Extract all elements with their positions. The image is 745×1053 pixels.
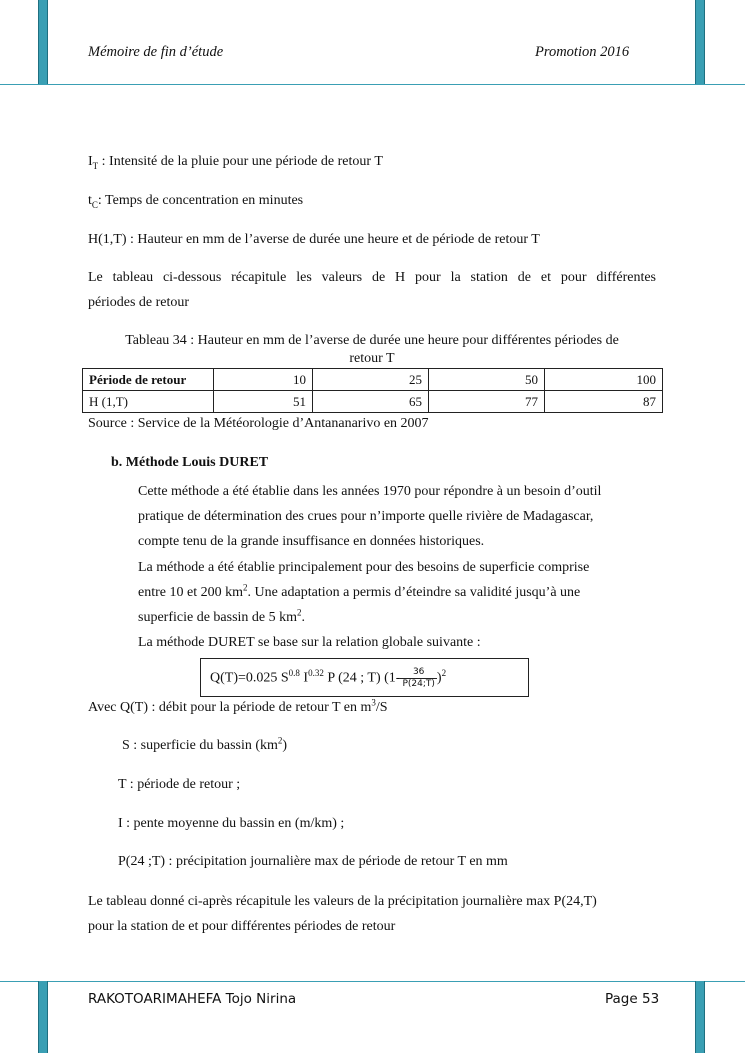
duret-formula-box xyxy=(200,658,529,697)
table-row xyxy=(83,391,663,413)
duret-paragraph-3: La méthode DURET se base sur la relation globale suivante : xyxy=(138,635,481,650)
footer-page-number: Page 53 xyxy=(605,991,660,1007)
footer-author: RAKOTOARIMAHEFA Tojo Nirina xyxy=(88,991,297,1007)
table-header-cell: Période de retour xyxy=(83,369,214,391)
intro-line-1: Le tableau ci-dessous récapitule les valeurs de H pour la station de et pour différentes xyxy=(88,270,656,285)
def-height: H(1,T) : Hauteur en mm de l’averse de durée une heure et de période de retour T xyxy=(88,232,540,247)
def-intensity: $I_T$ : Intensité de la pluie pour une période de retour T xyxy=(88,154,383,171)
footer-right-bar xyxy=(695,981,705,1053)
intro-line-2: périodes de retour xyxy=(88,295,190,310)
table-cell: 87 xyxy=(545,391,663,413)
duret-formula: Q(T)=0.025 $S^{0.8}$ $I^{0.32}$ P (24 ; T) (1- $\frac{36}{P(24;T)}$ )$^2$ xyxy=(210,667,447,689)
duret-paragraph-2: La méthode a été établie principalement pour des besoins de superficie comprise entre 10 et 200 $km^2$. Une adaptation a permis d’éteindre sa validité jusqu’à une superficie de bassin de 5 $km^2$. xyxy=(138,560,590,625)
table-row xyxy=(83,369,663,391)
legend-period: T : période de retour ; xyxy=(118,777,241,792)
header-title: Mémoire de fin d’étude xyxy=(88,44,224,60)
footer-rule xyxy=(0,981,745,982)
def-concentration: $t_C$: Temps de concentration en minutes xyxy=(88,193,304,210)
header-left-bar xyxy=(38,0,48,85)
legend-slope: I : pente moyenne du bassin en (m/km) ; xyxy=(118,816,345,831)
footer-left-bar xyxy=(38,981,48,1053)
duret-paragraph-1: Cette méthode a été établie dans les années 1970 pour répondre à un besoin d’outil pratique de détermination des crues pour n’importe quelle rivière de Madagascar, compte tenu de la grande insuffisance en données historiques. xyxy=(138,484,602,549)
table-cell: H (1,T) xyxy=(83,391,214,413)
closing-paragraph: Le tableau donné ci-après récapitule les valeurs de la précipitation journalière max P(24,T) pour la station de et pour différentes périodes de retour xyxy=(88,894,597,934)
section-heading: b. Méthode Louis DURET xyxy=(111,455,269,470)
formula-fraction: $\frac{36}{P(24;T)}$ xyxy=(402,667,435,689)
height-table xyxy=(82,368,663,413)
header-promotion: Promotion 2016 xyxy=(535,44,630,60)
legend-flow: Avec Q(T) : débit pour la période de retour T en $m^3/S$ xyxy=(88,697,388,715)
header-right-bar xyxy=(695,0,705,85)
table-header-cell: 50 xyxy=(429,369,545,391)
table-header-cell: 25 xyxy=(313,369,429,391)
table-cell: 77 xyxy=(429,391,545,413)
header-rule xyxy=(0,84,745,85)
table-header-cell: 100 xyxy=(545,369,663,391)
legend-surface: S : superficie du bassin $(km^2)$ xyxy=(122,735,288,753)
table-source: Source : Service de la Météorologie d’Antananarivo en 2007 xyxy=(88,416,429,431)
table-caption: Tableau 34 : Hauteur en mm de l’averse de durée une heure pour différentes périodes de retour T xyxy=(125,333,619,366)
table-header-cell: 10 xyxy=(214,369,313,391)
table-cell: 51 xyxy=(214,391,313,413)
legend-precipitation: P(24 ;T) : précipitation journalière max de période de retour T en mm xyxy=(118,854,508,869)
table-cell: 65 xyxy=(313,391,429,413)
